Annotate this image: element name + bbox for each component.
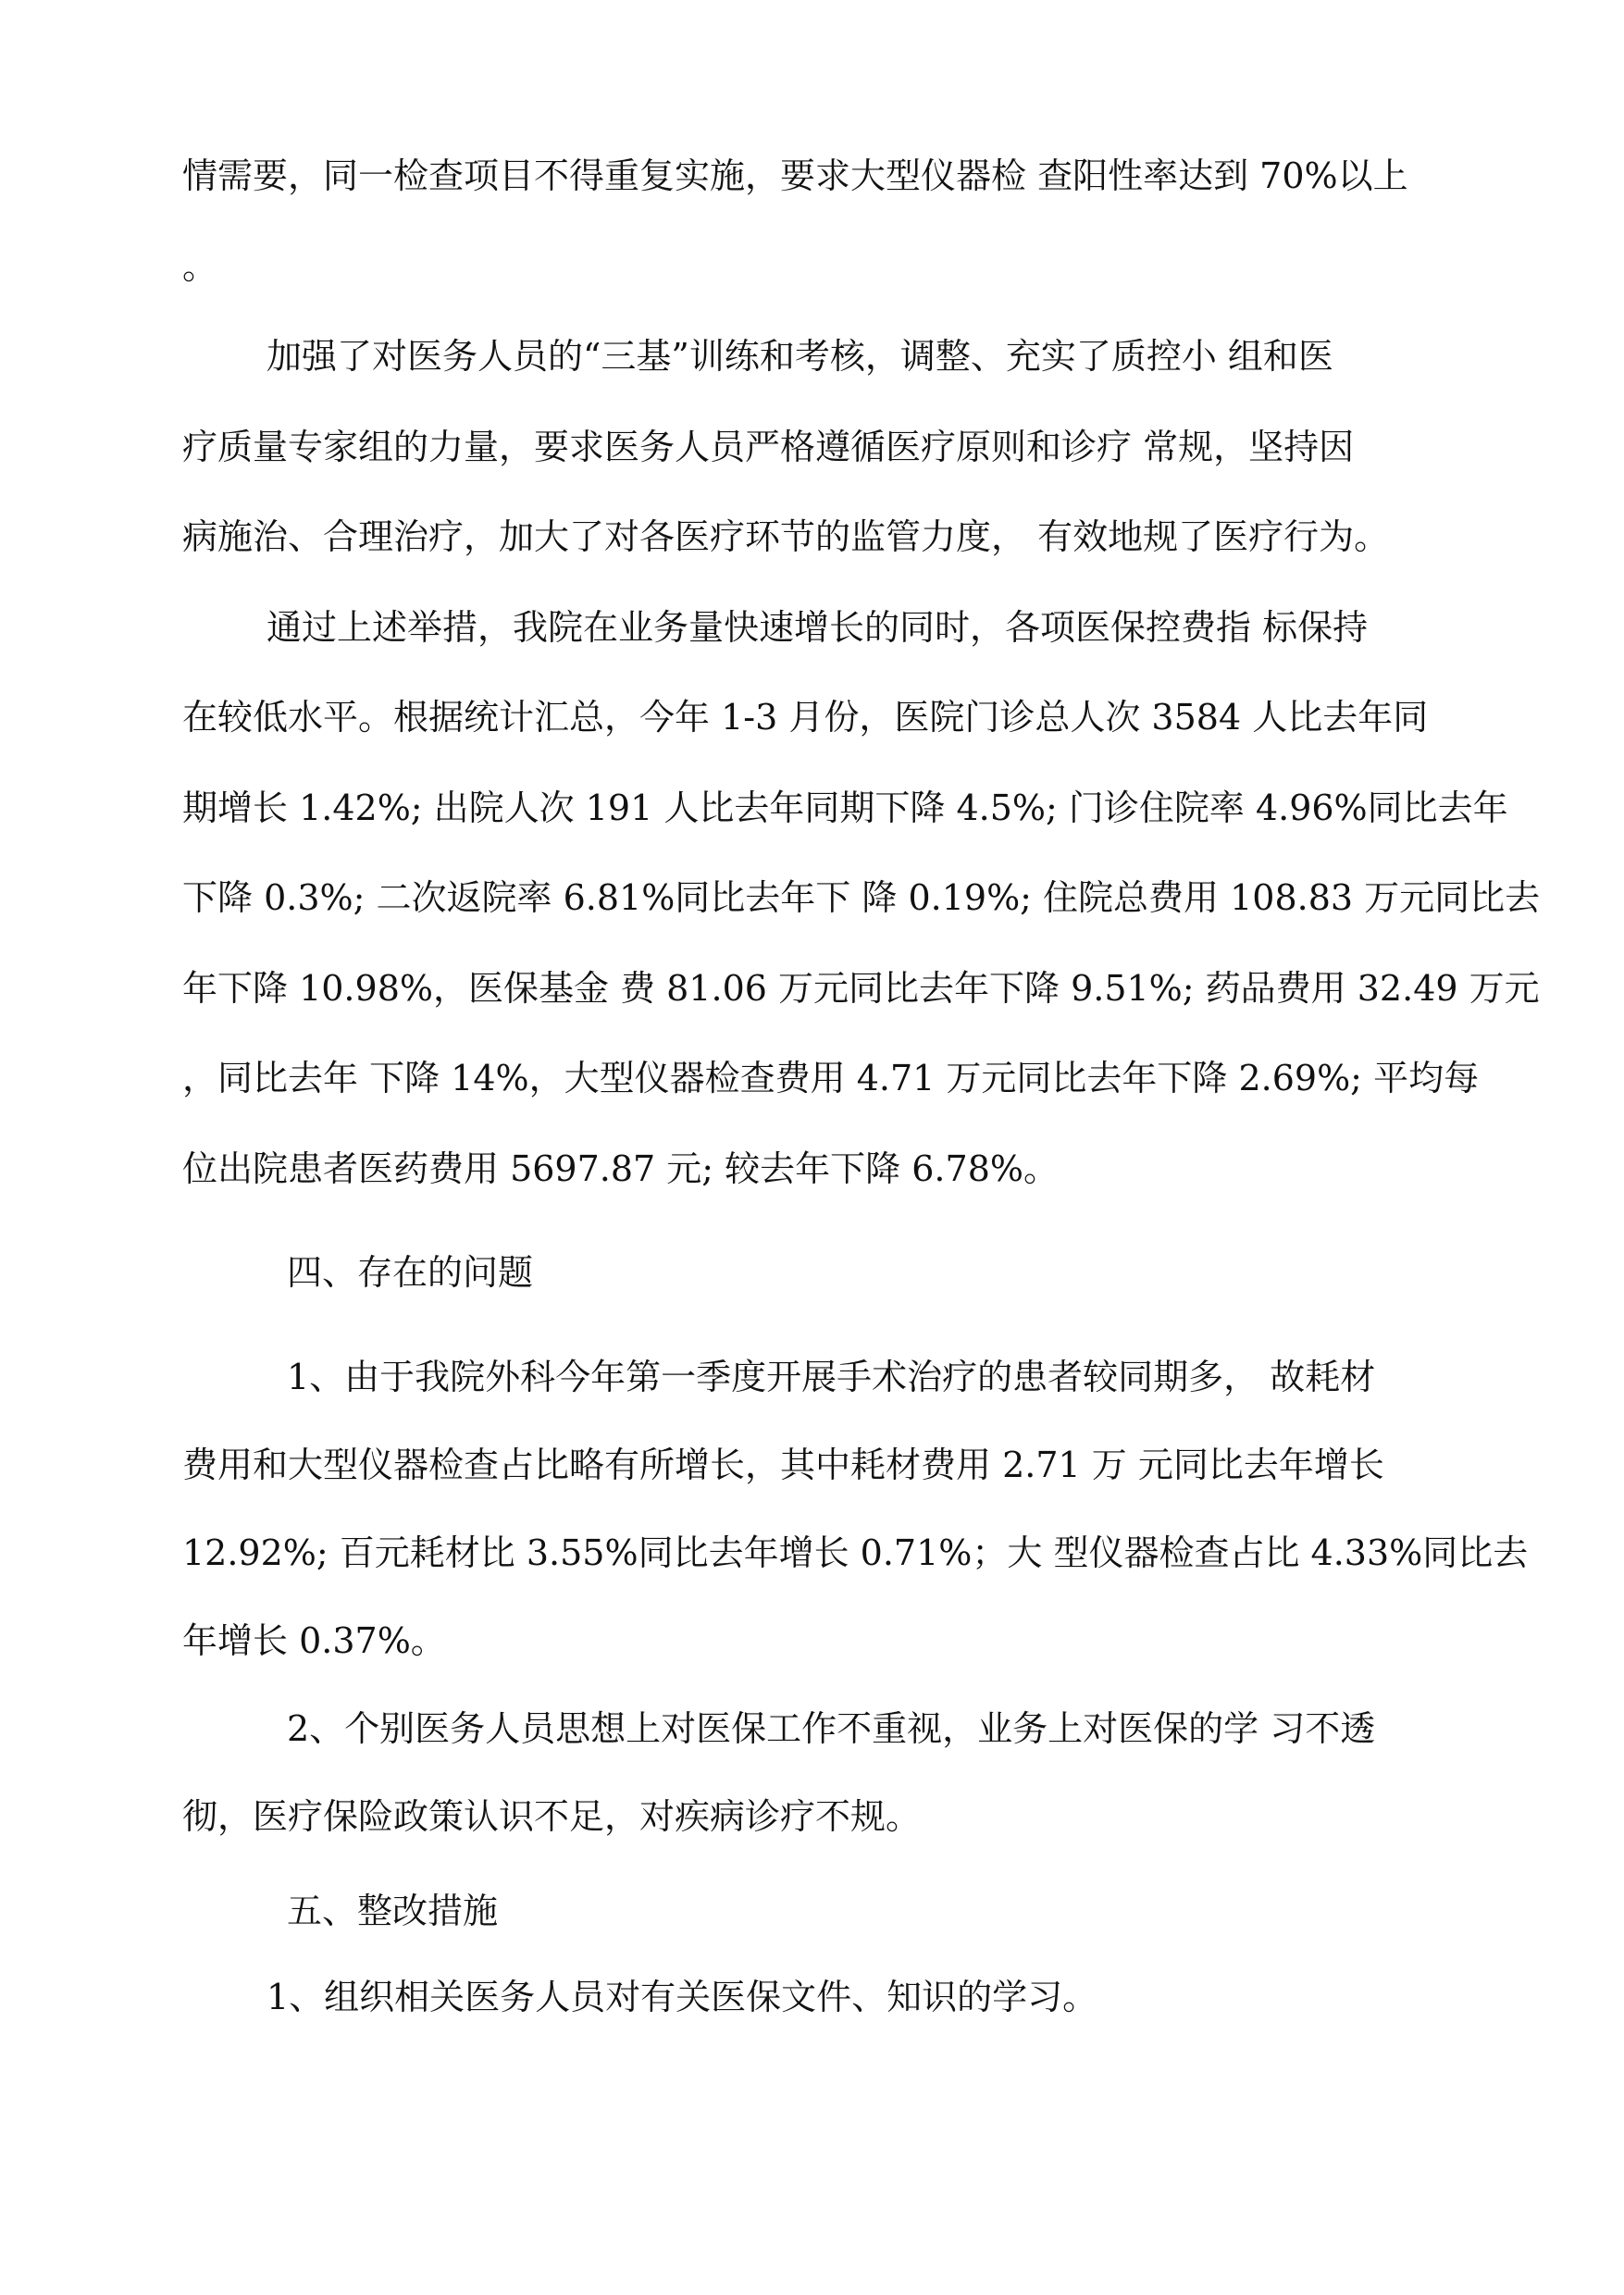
line-text: 在较低水平。根据统计汇总，今年 1-3 月份，医院门诊总人次 3584 人比去年同 bbox=[182, 697, 1429, 738]
line-text: 年下降 10.98%，医保基金 费 81.06 万元同比去年下降 9.51%; 药品费用 32.49 万元 bbox=[182, 968, 1540, 1009]
line-text: 2、个别医务人员思想上对医保工作不重视，业务上对医保的学 习不透 bbox=[287, 1708, 1376, 1749]
line-text: 疗质量专家组的力量，要求医务人员严格遵循医疗原则和诊疗 常规，坚持因 bbox=[182, 427, 1355, 467]
text-line-17 bbox=[0, 1613, 1624, 1669]
line-text: 1、由于我院外科今年第一季度开展手术治疗的患者较同期多， 故耗材 bbox=[287, 1357, 1376, 1397]
line-text: 。 bbox=[182, 246, 218, 287]
text-line-3 bbox=[0, 329, 1624, 384]
line-text: 12.92%; 百元耗材比 3.55%同比去年增长 0.71%；大 型仪器检查占比 4.33%同比去 bbox=[182, 1532, 1529, 1573]
text-line-5 bbox=[0, 509, 1624, 564]
line-text: 五、整改措施 bbox=[287, 1891, 499, 1931]
line-text: 通过上述举措，我院在业务量快速增长的同时，各项医保控费指 标保持 bbox=[267, 607, 1369, 648]
text-line-16 bbox=[0, 1525, 1624, 1581]
line-text: 期增长 1.42%; 出院人次 191 人比去年同期下降 4.5%; 门诊住院率 4.96%同比去年 bbox=[182, 788, 1508, 828]
text-line-4 bbox=[0, 419, 1624, 475]
line-text: 加强了对医务人员的“三基”训练和考核，调整、充实了质控小 组和医 bbox=[267, 336, 1333, 377]
line-text: ，同比去年 下降 14%，大型仪器检查费用 4.71 万元同比去年下降 2.69%; 平均每 bbox=[182, 1058, 1480, 1098]
text-line-11 bbox=[0, 1050, 1624, 1106]
line-text: 1、组织相关医务人员对有关医保文件、知识的学习。 bbox=[267, 1977, 1098, 2017]
line-text: 病施治、合理治疗，加大了对各医疗环节的监管力度， 有效地规了医疗行为。 bbox=[182, 516, 1390, 557]
line-text: 情需要，同一检查项目不得重复实施，要求大型仪器检 查阳性率达到 70%以上 bbox=[182, 155, 1408, 196]
text-line-18 bbox=[0, 1701, 1624, 1756]
text-line-7 bbox=[0, 689, 1624, 745]
text-line-9 bbox=[0, 870, 1624, 925]
text-line-10 bbox=[0, 961, 1624, 1016]
line-text: 下降 0.3%; 二次返院率 6.81%同比去年下 降 0.19%; 住院总费用 108.83 万元同比去 bbox=[182, 877, 1541, 918]
line-text: 彻，医疗保险政策认识不足，对疾病诊疗不规。 bbox=[182, 1796, 922, 1837]
text-line-21 bbox=[0, 1969, 1624, 2025]
text-line-8 bbox=[0, 780, 1624, 836]
text-line-15 bbox=[0, 1437, 1624, 1493]
line-text: 年增长 0.37%。 bbox=[182, 1620, 446, 1661]
section-heading-measures bbox=[0, 1883, 1624, 1939]
text-line-2 bbox=[0, 239, 1624, 294]
text-line-6 bbox=[0, 600, 1624, 655]
text-line-14 bbox=[0, 1349, 1624, 1405]
line-text: 四、存在的问题 bbox=[287, 1252, 534, 1293]
line-text: 费用和大型仪器检查占比略有所增长，其中耗材费用 2.71 万 元同比去年增长 bbox=[182, 1445, 1384, 1485]
text-line-1 bbox=[0, 148, 1624, 204]
section-heading-problems bbox=[0, 1245, 1624, 1300]
text-line-19 bbox=[0, 1789, 1624, 1844]
line-text: 位出院患者医药费用 5697.87 元; 较去年下降 6.78%。 bbox=[182, 1148, 1059, 1189]
text-line-12 bbox=[0, 1141, 1624, 1197]
